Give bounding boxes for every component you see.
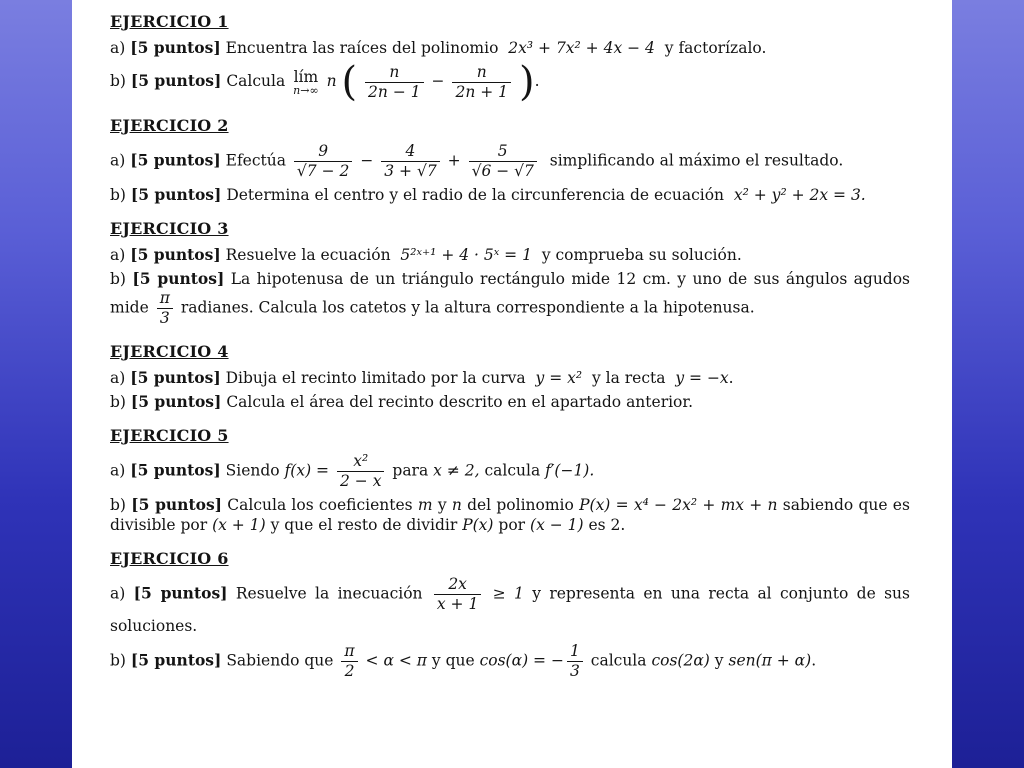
exam-page [72, 0, 952, 768]
fraction: $\frac{\text{x²}}{2 - x}$ [337, 452, 384, 491]
limit-operator: lím n→∞ [293, 67, 319, 97]
exercise-2a: a) [5 puntos] Efectúa $\frac{9}{√7 - 2}$ − $\frac{4}{3 + √7}$ + $\frac{5}{√6 - √7}$ simplificando al máximo el resultado. [110, 142, 844, 180]
exercise-4b: b) [5 puntos] Calcula el área del recinto descrito en el apartado anterior. [110, 392, 694, 411]
exercise-5-title: EJERCICIO 5 [110, 426, 229, 445]
exercise-2b: b) [5 puntos] Determina el centro y el radio de la circunferencia de ecuación x² + y² + 2x = 3. [110, 185, 866, 204]
exercise-1a: a) [5 puntos] Encuentra las raíces del polinomio 2x³ + 7x² + 4x − 4 y factorízalo. [110, 38, 767, 57]
exercise-6-title: EJERCICIO 6 [110, 549, 229, 568]
fraction: $\frac{n}{2n + 1}$ [452, 63, 511, 102]
exercise-6b: b) [5 puntos] Sabiendo que $\frac{\pi}{2}$ < α < π y que cos(α) = − $\frac{1}{3}$ calcula cos(2α) y sen(π + α). [110, 642, 817, 680]
exercise-5b: b) [5 puntos] Calcula los coeficientes m y n del polinomio P(x) = x⁴ − 2x² + mx + n sabiendo que es divisible por (x + 1) y que el resto de dividir P(x) por (x − 1) es 2. [110, 495, 910, 534]
exercise-2-title: EJERCICIO 2 [110, 116, 229, 135]
exercise-1-title: EJERCICIO 1 [110, 12, 229, 31]
fraction: $\frac{\pi}{2}$ [341, 642, 357, 681]
exercise-3-title: EJERCICIO 3 [110, 219, 229, 238]
fraction: $\frac{\pi}{3}$ [157, 289, 173, 328]
fraction: $\frac{9}{√7 - 2}$ [294, 142, 352, 181]
fraction: $\frac{4}{3 + √7}$ [381, 142, 439, 181]
exercise-4a: a) [5 puntos] Dibuja el recinto limitado por la curva y = x² y la recta y = −x. [110, 368, 734, 387]
left-border-panel [0, 0, 72, 768]
fraction: $\frac{n}{2n - 1}$ [365, 63, 424, 102]
right-border-panel [952, 0, 1024, 768]
exercise-3b: b) [5 puntos] La hipotenusa de un triángulo rectángulo mide 12 cm. y uno de sus ángulos agudos mide $\frac{\pi}{3}$ radianes. Calcula los catetos y la altura correspondiente a la hipotenusa. [110, 269, 911, 327]
exercise-6a: a) [5 puntos] Resuelve la inecuación $\frac{2x}{x + 1}$ ≥ 1 y representa en una recta al conjunto de sus soluciones. [110, 575, 910, 635]
exercise-1b: b) [5 puntos] Calcula lím n→∞ n ( $\frac{n}{2n - 1}$ − $\frac{n}{2n + 1}$ ). [110, 59, 540, 105]
fraction: $\frac{1}{3}$ [567, 642, 583, 681]
fraction: $\frac{5}{√6 - √7}$ [469, 142, 537, 181]
exercise-3a: a) [5 puntos] Resuelve la ecuación 5²ˣ⁺¹ + 4 · 5ˣ = 1 y comprueba su solución. [110, 245, 742, 264]
exam-content [110, 12, 910, 685]
exercise-4-title: EJERCICIO 4 [110, 342, 229, 361]
exercise-5a: a) [5 puntos] Siendo f(x) = $\frac{\text{x²}}{2 - x}$ para x ≠ 2, calcula f′(−1). [110, 452, 595, 490]
fraction: $\frac{2x}{x + 1}$ [434, 575, 481, 614]
